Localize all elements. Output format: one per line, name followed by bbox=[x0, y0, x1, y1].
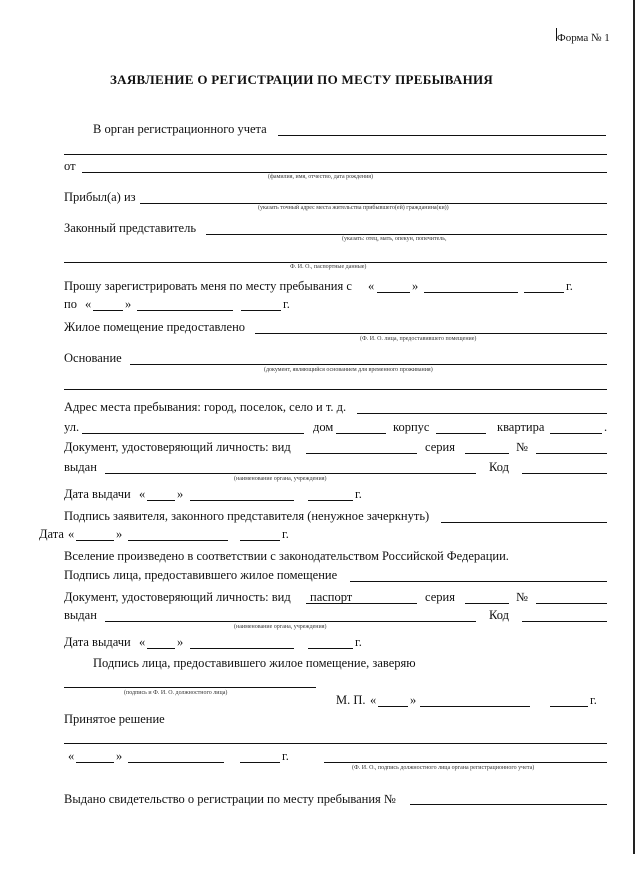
house-field[interactable] bbox=[336, 433, 386, 434]
address-field[interactable] bbox=[357, 413, 607, 414]
issue-date-open-2: « bbox=[139, 635, 146, 649]
issue-year-suffix-2: г. bbox=[355, 635, 362, 649]
issue-month-field[interactable] bbox=[190, 500, 294, 501]
provider-signature-field[interactable] bbox=[350, 581, 607, 582]
series-label-2: серия bbox=[425, 590, 455, 604]
issue-year-field[interactable] bbox=[308, 500, 353, 501]
representative-label: Законный представитель bbox=[64, 221, 197, 235]
decision-month-field[interactable] bbox=[128, 762, 224, 763]
passport-hint: Ф. И. О., паспортные данные) bbox=[290, 264, 367, 270]
code-label-2: Код bbox=[489, 608, 509, 622]
basis-hint: (документ, являющийся основанием для временного проживания) bbox=[264, 367, 433, 373]
date-month-field[interactable] bbox=[128, 540, 228, 541]
to-year-field[interactable] bbox=[241, 310, 281, 311]
request-date-open: « bbox=[368, 279, 375, 293]
issuer-hint-2: (наименование органа, учреждения) bbox=[234, 624, 327, 630]
request-date-close: » bbox=[412, 279, 419, 293]
stamp-year-field[interactable] bbox=[550, 706, 588, 707]
official-full-hint: (Ф. И. О., подпись должностного лица органа регистрационного учета) bbox=[352, 765, 535, 771]
official-hint: (подпись и Ф. И. О. должностного лица) bbox=[124, 690, 228, 696]
series-label: серия bbox=[425, 440, 455, 454]
date-year-suffix: г. bbox=[282, 527, 289, 541]
housing-hint: (Ф. И. О. лица, предоставившего помещение) bbox=[360, 336, 477, 342]
certificate-label: Выдано свидетельство о регистрации по месту пребывания № bbox=[64, 792, 396, 806]
request-year-field[interactable] bbox=[524, 292, 564, 293]
building-label: корпус bbox=[393, 420, 430, 434]
issued-field[interactable] bbox=[105, 473, 476, 474]
from-field[interactable] bbox=[82, 172, 607, 173]
request-label: Прошу зарегистрировать меня по месту пребывания с bbox=[64, 279, 352, 293]
decision-year-field[interactable] bbox=[240, 762, 280, 763]
basis-field[interactable] bbox=[130, 364, 607, 365]
issue-day-field-2[interactable] bbox=[147, 648, 175, 649]
representative-hint: (указать: отец, мать, опекун, попечитель, bbox=[342, 236, 447, 242]
form-number: Форма № 1 bbox=[557, 32, 610, 44]
page-edge bbox=[633, 0, 635, 854]
stamp-label: М. П. bbox=[336, 693, 366, 707]
issue-date-label: Дата выдачи bbox=[64, 487, 131, 501]
apartment-label: квартира bbox=[497, 420, 545, 434]
address-label: Адрес места пребывания: город, поселок, село и т. д. bbox=[64, 400, 347, 414]
basis-field-2[interactable] bbox=[64, 389, 607, 390]
provider-signature-label: Подпись лица, предоставившего жилое помещение bbox=[64, 568, 338, 582]
issue-day-field[interactable] bbox=[147, 500, 175, 501]
apartment-field[interactable] bbox=[550, 433, 602, 434]
issue-year-suffix: г. bbox=[355, 487, 362, 501]
to-day-field[interactable] bbox=[93, 310, 123, 311]
representative-field-2[interactable] bbox=[64, 262, 607, 263]
form-number-marker bbox=[556, 28, 557, 41]
arrived-from-label: Прибыл(а) из bbox=[64, 190, 136, 204]
date-label: Дата bbox=[39, 527, 64, 541]
certificate-number-field[interactable] bbox=[410, 804, 607, 805]
street-label: ул. bbox=[64, 420, 80, 434]
building-field[interactable] bbox=[436, 433, 486, 434]
decision-date-open: « bbox=[68, 749, 75, 763]
id-doc-label-2: Документ, удостоверяющий личность: вид bbox=[64, 590, 291, 604]
date-close: » bbox=[116, 527, 123, 541]
decision-field[interactable] bbox=[64, 743, 607, 744]
issued-label: выдан bbox=[64, 460, 97, 474]
date-year-field[interactable] bbox=[240, 540, 280, 541]
certify-label: Подпись лица, предоставившего жилое помещение, заверяю bbox=[93, 656, 416, 670]
stamp-date-close: » bbox=[410, 693, 417, 707]
issued-field-2[interactable] bbox=[105, 621, 476, 622]
code-field-2[interactable] bbox=[522, 621, 607, 622]
to-label: по bbox=[64, 297, 77, 311]
stamp-month-field[interactable] bbox=[420, 706, 530, 707]
to-date-close: » bbox=[125, 297, 132, 311]
series-field-2[interactable] bbox=[465, 603, 509, 604]
issue-date-open: « bbox=[139, 487, 146, 501]
stamp-date-open: « bbox=[370, 693, 377, 707]
arrived-from-field[interactable] bbox=[140, 203, 607, 204]
stamp-day-field[interactable] bbox=[378, 706, 408, 707]
id-doc-type-field-2[interactable] bbox=[306, 603, 417, 604]
passport-value[interactable]: паспорт bbox=[310, 590, 353, 604]
stamp-year-suffix: г. bbox=[590, 693, 597, 707]
number-sign-2: № bbox=[516, 590, 528, 604]
number-field-2[interactable] bbox=[536, 603, 607, 604]
decision-day-field[interactable] bbox=[76, 762, 114, 763]
issue-date-label-2: Дата выдачи bbox=[64, 635, 131, 649]
issue-year-field-2[interactable] bbox=[308, 648, 353, 649]
basis-label: Основание bbox=[64, 351, 122, 365]
decision-date-close: » bbox=[116, 749, 123, 763]
official-signature-field[interactable] bbox=[64, 687, 316, 688]
applicant-signature-field[interactable] bbox=[441, 522, 607, 523]
code-label: Код bbox=[489, 460, 509, 474]
decision-year-suffix: г. bbox=[282, 749, 289, 763]
request-month-field[interactable] bbox=[424, 292, 518, 293]
arrived-hint: (указать точный адрес места жительства прибывшего(ей) гражданина(ки)) bbox=[258, 205, 449, 211]
issue-date-close-2: » bbox=[177, 635, 184, 649]
settlement-text: Вселение произведено в соответствии с законодательством Российской Федерации. bbox=[64, 549, 509, 563]
request-day-field[interactable] bbox=[377, 292, 410, 293]
id-doc-type-field[interactable] bbox=[306, 453, 417, 454]
registration-body-label: В орган регистрационного учета bbox=[93, 122, 267, 136]
address-period: . bbox=[604, 420, 608, 434]
issuer-hint: (наименование органа, учреждения) bbox=[234, 476, 327, 482]
from-label: от bbox=[64, 159, 76, 173]
series-field[interactable] bbox=[465, 453, 509, 454]
code-field[interactable] bbox=[522, 473, 607, 474]
to-month-field[interactable] bbox=[137, 310, 233, 311]
to-date-open: « bbox=[85, 297, 92, 311]
representative-field[interactable] bbox=[206, 234, 607, 235]
applicant-signature-label: Подпись заявителя, законного представителя (ненужное зачеркнуть) bbox=[64, 509, 430, 523]
id-doc-label: Документ, удостоверяющий личность: вид bbox=[64, 440, 291, 454]
page-title: ЗАЯВЛЕНИЕ О РЕГИСТРАЦИИ ПО МЕСТУ ПРЕБЫВАНИЯ bbox=[110, 72, 494, 87]
date-day-field[interactable] bbox=[76, 540, 114, 541]
request-year-suffix: г. bbox=[566, 279, 573, 293]
decision-label: Принятое решение bbox=[64, 712, 165, 726]
number-sign: № bbox=[516, 440, 528, 454]
house-label: дом bbox=[313, 420, 334, 434]
street-field[interactable] bbox=[82, 433, 304, 434]
issue-month-field-2[interactable] bbox=[190, 648, 294, 649]
to-year-suffix: г. bbox=[283, 297, 290, 311]
registration-body-field-2[interactable] bbox=[64, 154, 607, 155]
housing-label: Жилое помещение предоставлено bbox=[64, 320, 246, 334]
registration-body-field[interactable] bbox=[278, 135, 606, 136]
date-open: « bbox=[68, 527, 75, 541]
from-hint: (фамилия, имя, отчество, дата рождения) bbox=[268, 174, 374, 180]
housing-field[interactable] bbox=[255, 333, 607, 334]
issue-date-close: » bbox=[177, 487, 184, 501]
issued-label-2: выдан bbox=[64, 608, 97, 622]
decision-official-field[interactable] bbox=[324, 762, 607, 763]
number-field[interactable] bbox=[536, 453, 607, 454]
